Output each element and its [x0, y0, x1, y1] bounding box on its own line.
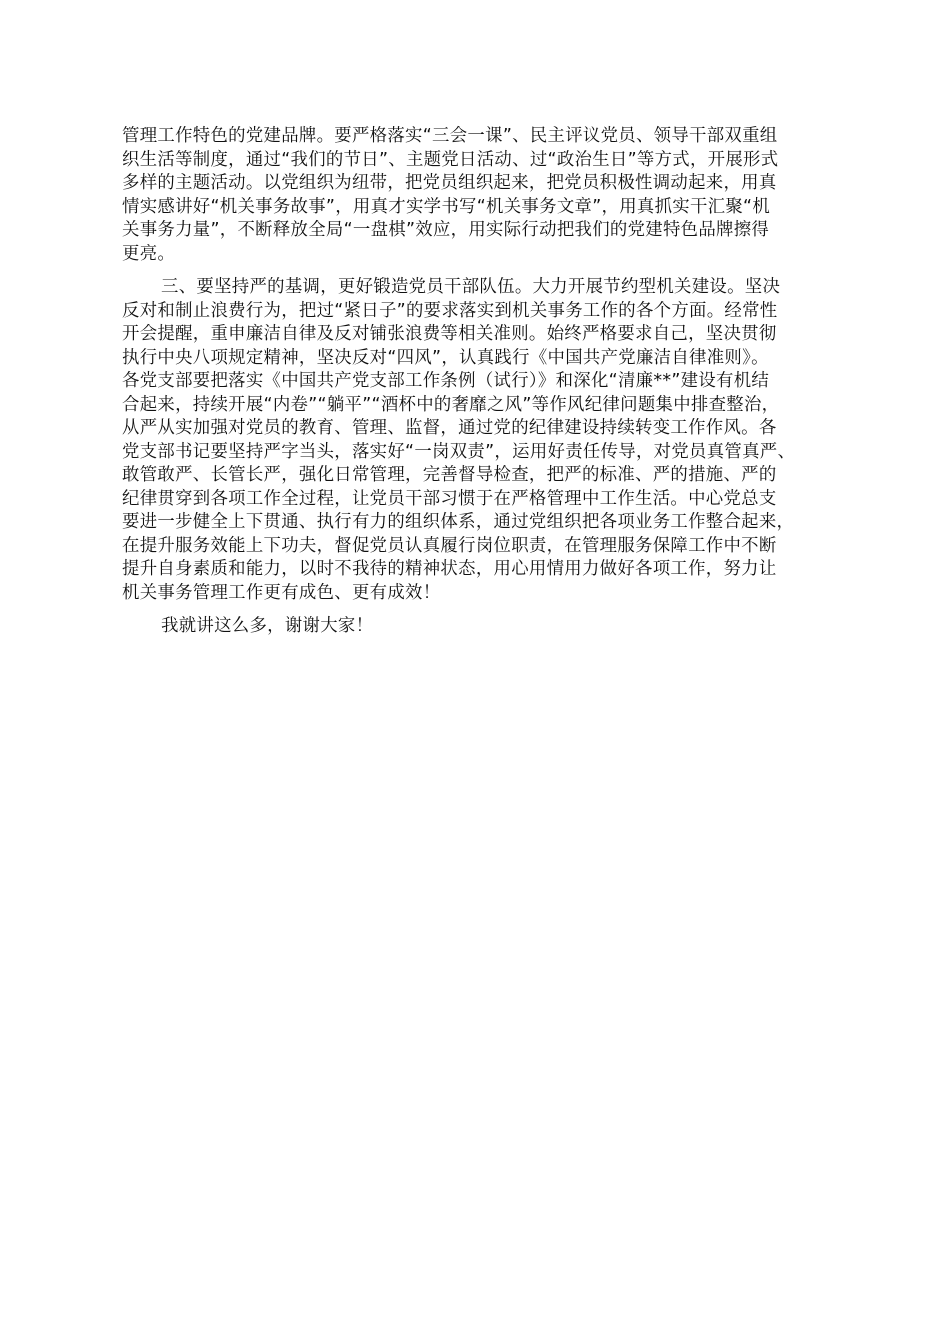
- text-line: 党支部书记要坚持严字当头，落实好“一岗双责”，运用好责任传导，对党员真管真严、: [122, 441, 796, 462]
- text-line: 执行中央八项规定精神，坚决反对“四风”，认真践行《中国共产党廉洁自律准则》。: [122, 347, 769, 368]
- paragraph-party-brand: [122, 125, 860, 266]
- paragraph-closing: [122, 615, 860, 639]
- text-line: 开会提醒，重申廉洁自律及反对铺张浪费等相关准则。始终严格要求自己，坚决贯彻: [122, 324, 777, 344]
- text-line: 在提升服务效能上下功夫，督促党员认真履行岗位职责，在管理服务保障工作中不断: [122, 535, 777, 556]
- text-line: 三、要坚持严的基调，更好锻造党员干部队伍。大力开展节约型机关建设。坚决: [161, 277, 781, 297]
- text-line: 敢管敢严、长管长严，强化日常管理，完善督导检查，把严的标准、严的措施、严的: [122, 465, 777, 485]
- text-line: 要进一步健全上下贯通、执行有力的组织体系，通过党组织把各项业务工作整合起来，: [122, 512, 795, 532]
- text-line: 机关事务管理工作更有成色、更有成效！: [122, 582, 441, 603]
- text-line: 各党支部要把落实《中国共产党支部工作条例（试行）》和深化“清廉**”建设有机结: [122, 371, 770, 391]
- paragraph-strict-discipline: [122, 276, 860, 605]
- text-line: 合起来，持续开展“内卷”“躺平”“酒杯中的奢靡之风”等作风纪律问题集中排查整治，: [122, 394, 780, 415]
- text-line: 关事务力量”，不断释放全局“一盘棋”效应，用实际行动把我们的党建特色品牌擦得: [122, 220, 770, 240]
- text-line: 织生活等制度，通过“我们的节日”、主题党日活动、过“政治生日”等方式，开展形式: [122, 149, 779, 170]
- text-line: 我就讲这么多，谢谢大家！: [161, 616, 374, 636]
- text-line: 更亮。: [122, 243, 176, 264]
- text-line: 情实感讲好“机关事务故事”，用真才实学书写“机关事务文章”，用真抓实干汇聚“机: [122, 196, 771, 217]
- text-line: 多样的主题活动。以党组织为纽带，把党员组织起来，把党员积极性调动起来，用真: [122, 173, 777, 193]
- document-page: [122, 125, 860, 649]
- text-line: 管理工作特色的党建品牌。要严格落实“三会一课”、民主评议党员、领导干部双重组: [122, 126, 778, 146]
- text-line: 提升自身素质和能力，以时不我待的精神状态，用心用情用力做好各项工作，努力让: [122, 559, 777, 579]
- text-line: 反对和制止浪费行为，把过“紧日子”的要求落实到机关事务工作的各个方面。经常性: [122, 300, 778, 321]
- text-line: 纪律贯穿到各项工作全过程，让党员干部习惯于在严格管理中工作生活。中心党总支: [122, 488, 777, 509]
- text-line: 从严从实加强对党员的教育、管理、监督，通过党的纪律建设持续转变工作作风。各: [122, 418, 777, 438]
